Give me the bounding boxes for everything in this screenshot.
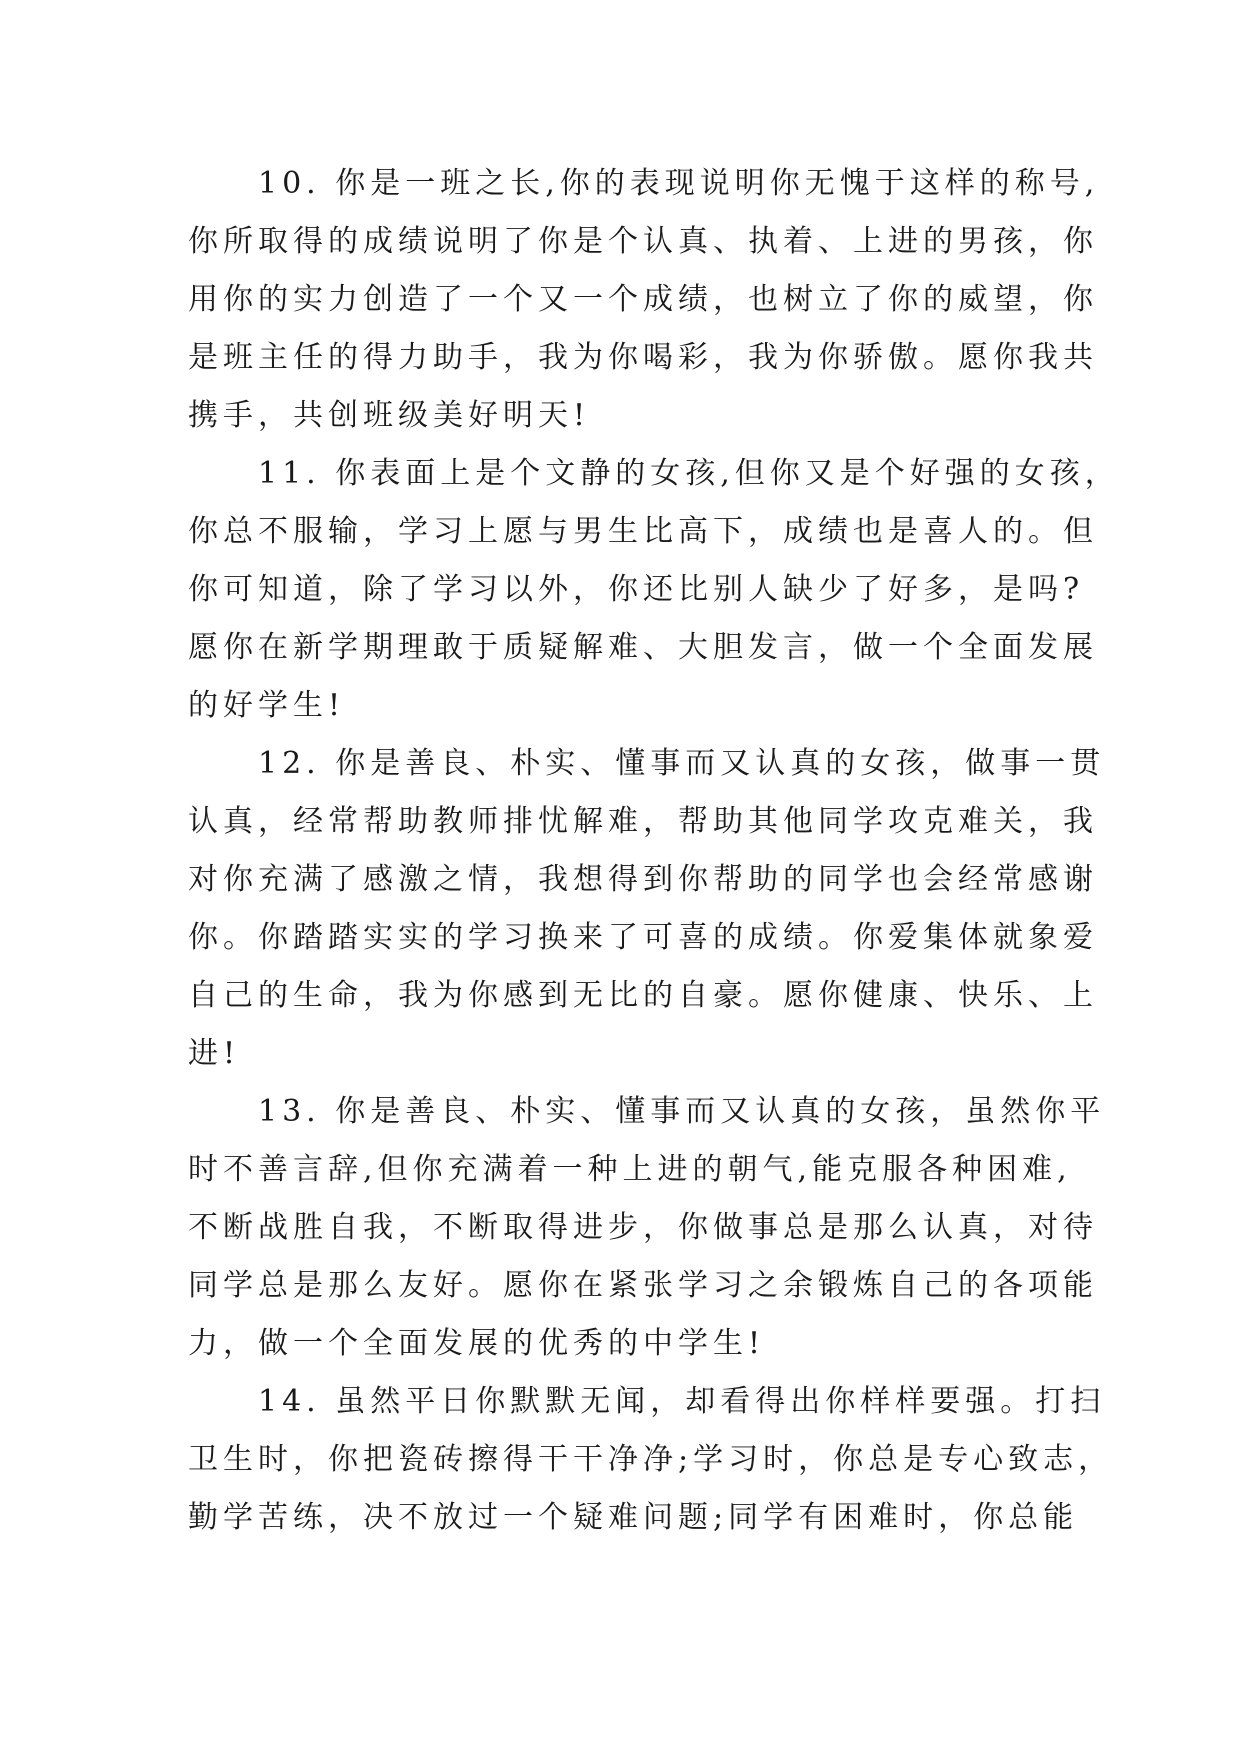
paragraph-10-line-3: 用你的实力创造了一个又一个成绩，也树立了你的威望，你 [188, 282, 1098, 317]
paragraph-13-line-2: 时不善言辞,但你充满着一种上进的朝气,能克服各种困难, [188, 1152, 1072, 1187]
paragraph-10-line-5: 携手，共创班级美好明天! [188, 398, 591, 433]
paragraph-10-line-1: 10. 你是一班之长,你的表现说明你无愧于这样的称号, [258, 166, 1100, 201]
paragraph-12-line-2: 认真，经常帮助教师排忧解难，帮助其他同学攻克难关，我 [188, 804, 1098, 839]
paragraph-11-line-1: 11. 你表面上是个文静的女孩,但你又是个好强的女孩， [258, 456, 1120, 491]
paragraph-13-line-1: 13. 你是善良、朴实、懂事而又认真的女孩，虽然你平 [258, 1094, 1106, 1129]
paragraph-12-line-3: 对你充满了感激之情，我想得到你帮助的同学也会经常感谢 [188, 862, 1098, 897]
paragraph-13-line-5: 力，做一个全面发展的优秀的中学生! [188, 1326, 766, 1361]
paragraph-11-line-5: 的好学生! [188, 688, 346, 723]
paragraph-13-line-3: 不断战胜自我，不断取得进步，你做事总是那么认真，对待 [188, 1210, 1098, 1245]
paragraph-14-line-3: 勤学苦练，决不放过一个疑难问题;同学有困难时，你总能 [188, 1500, 1079, 1535]
paragraph-11-line-3: 你可知道，除了学习以外，你还比别人缺少了好多，是吗? [188, 572, 1085, 607]
paragraph-12-line-6: 进! [188, 1036, 241, 1071]
paragraph-13-line-4: 同学总是那么友好。愿你在紧张学习之余锻炼自己的各项能 [188, 1268, 1098, 1303]
paragraph-10-line-2: 你所取得的成绩说明了你是个认真、执着、上进的男孩，你 [188, 224, 1098, 259]
paragraph-12-line-1: 12. 你是善良、朴实、懂事而又认真的女孩，做事一贯 [258, 746, 1106, 781]
paragraph-10-line-4: 是班主任的得力助手，我为你喝彩，我为你骄傲。愿你我共 [188, 340, 1098, 375]
paragraph-14-line-2: 卫生时，你把瓷砖擦得干干净净;学习时，你总是专心致志， [188, 1442, 1114, 1477]
paragraph-11-line-2: 你总不服输，学习上愿与男生比高下，成绩也是喜人的。但 [188, 514, 1098, 549]
paragraph-12-line-4: 你。你踏踏实实的学习换来了可喜的成绩。你爱集体就象爱 [188, 920, 1098, 955]
paragraph-14-line-1: 14. 虽然平日你默默无闻，却看得出你样样要强。打扫 [258, 1384, 1106, 1419]
paragraph-11-line-4: 愿你在新学期理敢于质疑解难、大胆发言，做一个全面发展 [188, 630, 1098, 665]
paragraph-12-line-5: 自己的生命，我为你感到无比的自豪。愿你健康、快乐、上 [188, 978, 1098, 1013]
